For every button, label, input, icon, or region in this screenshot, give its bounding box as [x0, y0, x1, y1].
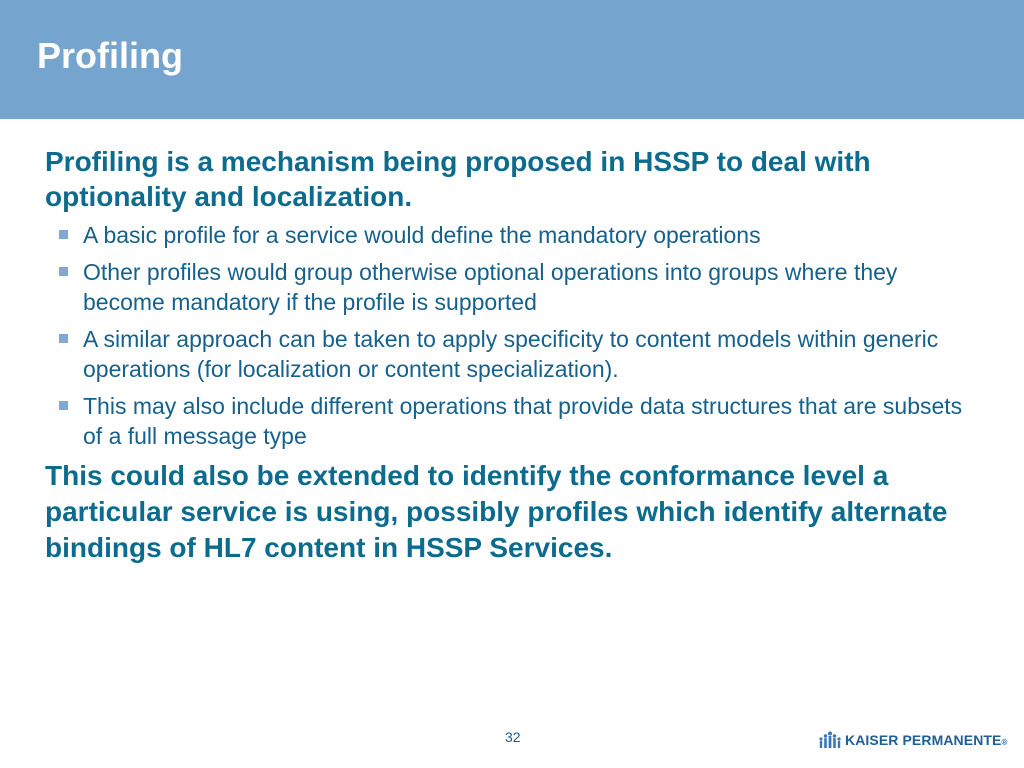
square-bullet-icon — [59, 230, 68, 239]
bullet-text: A basic profile for a service would define the mandatory operations — [83, 222, 761, 248]
square-bullet-icon — [59, 334, 68, 343]
square-bullet-icon — [59, 401, 68, 410]
bullet-list — [45, 220, 975, 451]
list-item — [45, 324, 975, 384]
list-item — [45, 391, 975, 451]
kaiser-permanente-logo — [818, 730, 1008, 750]
square-bullet-icon — [59, 267, 68, 276]
bullet-text: Other profiles would group otherwise optional operations into groups where they become mandatory if the profile is supported — [83, 259, 898, 315]
list-item — [45, 220, 975, 250]
page-number: 32 — [505, 729, 521, 745]
people-icon — [818, 730, 842, 750]
bullet-text: This may also include different operations that provide data structures that are subsets of a full message type — [83, 393, 963, 449]
bullet-text: A similar approach can be taken to apply specificity to content models within generic operations (for localization or content specialization). — [83, 326, 939, 382]
slide-content — [45, 144, 975, 566]
title-bar — [0, 0, 1024, 119]
conclusion-point: This could also be extended to identify the conformance level a particular service is using, possibly profiles which identify alternate bindings of HL7 content in HSSP Services. — [45, 460, 948, 563]
slide-title: Profiling — [37, 35, 183, 76]
intro-point: Profiling is a mechanism being proposed in HSSP to deal with optionality and localization. — [45, 146, 871, 212]
logo-text: KAISER PERMANENTE® — [845, 732, 1008, 748]
list-item — [45, 257, 975, 317]
